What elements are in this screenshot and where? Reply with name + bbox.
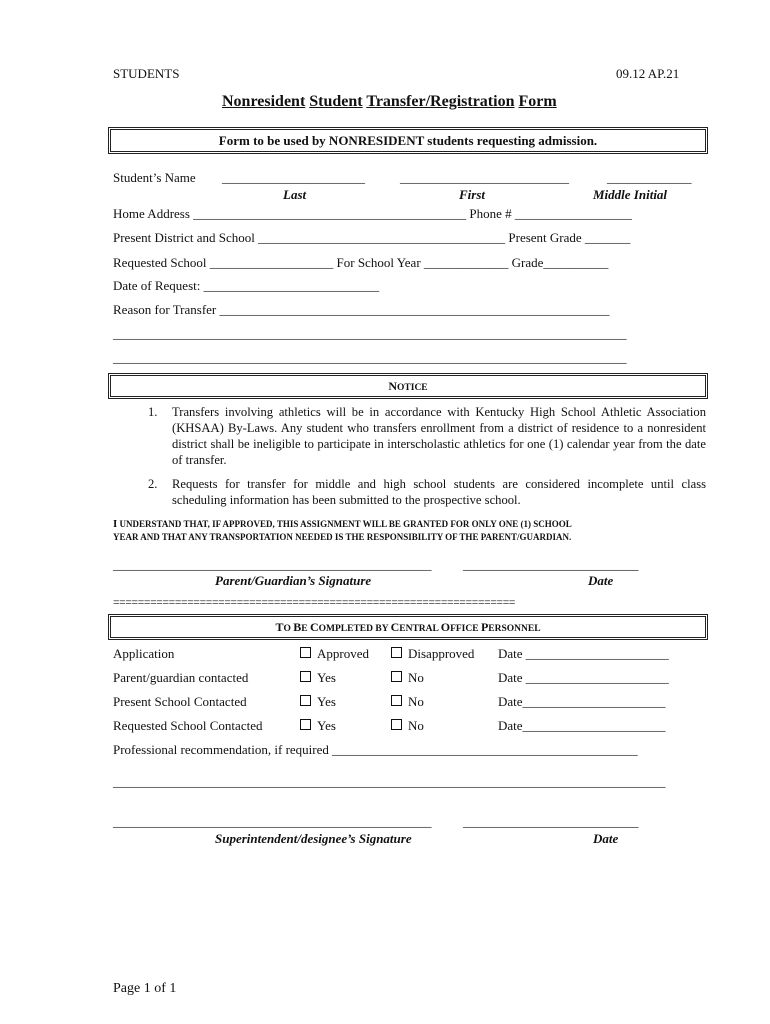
checkbox-icon [300,647,311,658]
notice-item-2-text: Requests for transfer for middle and high school students are considered incomplete until class scheduling information has been submitted to the prospective school. [172,477,706,507]
present-district-grade-field[interactable]: Present District and School ______________________________________ Present Grade _______ [113,230,631,245]
superintendent-date-line[interactable]: ___________________________ [463,814,639,829]
superintendent-signature-caption: Superintendent/designee’s Signature [215,831,412,846]
home-address-phone-field[interactable]: Home Address __________________________________________ Phone # __________________ [113,206,632,221]
no-label: No [408,718,424,733]
student-middle-initial-field[interactable]: _____________ [607,170,692,185]
title-word-3: Transfer/Registration [366,93,515,110]
office-row-parent-label: Parent/guardian contacted [113,670,249,685]
checkbox-icon [300,671,311,682]
student-last-name-field[interactable]: ______________________ [222,170,365,185]
office-row-application-label: Application [113,646,175,661]
title-word-1: Nonresident [222,93,306,110]
checkbox-icon [300,695,311,706]
title-word-2: Student [309,93,363,110]
office-title-part: T [275,620,284,634]
requested-school-yes-checkbox[interactable] [300,718,336,734]
requested-school-date-field[interactable]: Date______________________ [498,718,666,733]
professional-recommendation-field[interactable]: Professional recommendation, if required _______________________________________________ [113,742,638,757]
last-caption: Last [283,187,307,202]
office-title-part: ERSONNEL [488,624,541,634]
no-label: No [408,694,424,709]
office-title-part: OMPLETED BY [318,624,391,634]
header-left: STUDENTS [113,66,180,81]
parent-contacted-date-field[interactable]: Date ______________________ [498,670,669,685]
intro-box [108,127,708,154]
checkbox-icon [391,671,402,682]
reason-for-transfer-field[interactable]: Reason for Transfer ____________________________________________________________ [113,302,610,317]
present-school-date-field[interactable]: Date______________________ [498,694,666,709]
notice-box [108,373,708,399]
notice-item-2-number: 2. [148,477,158,491]
present-school-yes-checkbox[interactable] [300,694,336,710]
checkbox-icon [300,719,311,730]
superintendent-signature-line[interactable]: _________________________________________________ [113,814,432,829]
parent-contacted-no-checkbox[interactable] [391,670,424,686]
parent-date-line[interactable]: ___________________________ [463,557,639,572]
yes-label: Yes [317,718,336,733]
understand-line-1-text: UNDERSTAND THAT, IF APPROVED, THIS ASSIGNMENT WILL BE GRANTED FOR ONLY ONE (1) SCHOOL [117,519,572,529]
yes-label: Yes [317,694,336,709]
superintendent-date-caption: Date [593,831,619,846]
parent-signature-caption: Parent/Guardian’s Signature [215,573,372,588]
no-label: No [408,670,424,685]
application-date-field[interactable]: Date ______________________ [498,646,669,661]
office-title-part: E [301,624,310,634]
office-title-part: O [283,624,294,634]
checkbox-icon [391,719,402,730]
notice-item-2 [148,476,706,508]
header-right: 09.12 AP.21 [616,66,680,81]
page-number: Page 1 of 1 [113,981,177,996]
office-title-part: O [440,620,451,634]
reason-continued-line-1[interactable]: _______________________________________________________________________________ [113,326,627,341]
notice-item-1-text: Transfers involving athletics will be in accordance with Kentucky High School Athletic Association (KHSAA) By-Laws. Any student who transfers enrollment from a district of residence to a nonresident district shall be ineligible to participate in interscholastic athletics for one (1) calendar year from the date of transfer. [172,405,706,467]
office-title-part: C [390,620,400,634]
office-row-requested-school-label: Requested School Contacted [113,718,263,733]
checkbox-icon [391,695,402,706]
office-title-part: ENTRAL [399,624,441,634]
recommendation-continued-line[interactable]: _____________________________________________________________________________________ [113,774,666,789]
notice-title-rest: OTICE [397,383,428,393]
first-caption: First [459,187,486,202]
office-title-part: FFICE [450,624,481,634]
title-word-4: Form [518,93,557,110]
notice-item-1-number: 1. [148,405,158,419]
intro-box-text: Form to be used by NONRESIDENT students requesting admission. [218,133,598,148]
office-title-part: C [309,620,319,634]
office-title-part: P [480,620,489,634]
checkbox-icon [391,647,402,658]
disapproved-label: Disapproved [408,646,475,661]
student-name-label: Student’s Name [113,170,196,185]
reason-continued-line-2[interactable]: _______________________________________________________________________________ [113,350,627,365]
date-of-request-field[interactable]: Date of Request: ___________________________ [113,278,380,293]
parent-signature-line[interactable]: _________________________________________________ [113,557,432,572]
separator-line: ================================================================= [113,597,516,609]
understand-line-1 [113,515,572,531]
office-title-part: B [293,620,302,634]
middle-initial-caption: Middle Initial [593,187,668,202]
present-school-no-checkbox[interactable] [391,694,424,710]
requested-school-field[interactable]: Requested School ___________________ For School Year _____________ Grade__________ [113,255,609,270]
office-use-box [108,614,708,640]
parent-date-caption: Date [588,573,614,588]
requested-school-no-checkbox[interactable] [391,718,424,734]
disapproved-checkbox[interactable] [391,646,474,662]
notice-item-1 [148,404,706,468]
approved-checkbox[interactable] [300,646,369,662]
notice-title-initial: N [388,379,398,393]
parent-contacted-yes-checkbox[interactable] [300,670,336,686]
understand-line-2: YEAR AND THAT ANY TRANSPORTATION NEEDED IS THE RESPONSIBILITY OF THE PARENT/GUARDIAN. [113,532,572,542]
yes-label: Yes [317,670,336,685]
approved-label: Approved [317,646,369,661]
page-title [222,93,557,111]
understand-initial: I [113,518,118,530]
office-row-present-school-label: Present School Contacted [113,694,247,709]
student-first-name-field[interactable]: __________________________ [400,170,569,185]
